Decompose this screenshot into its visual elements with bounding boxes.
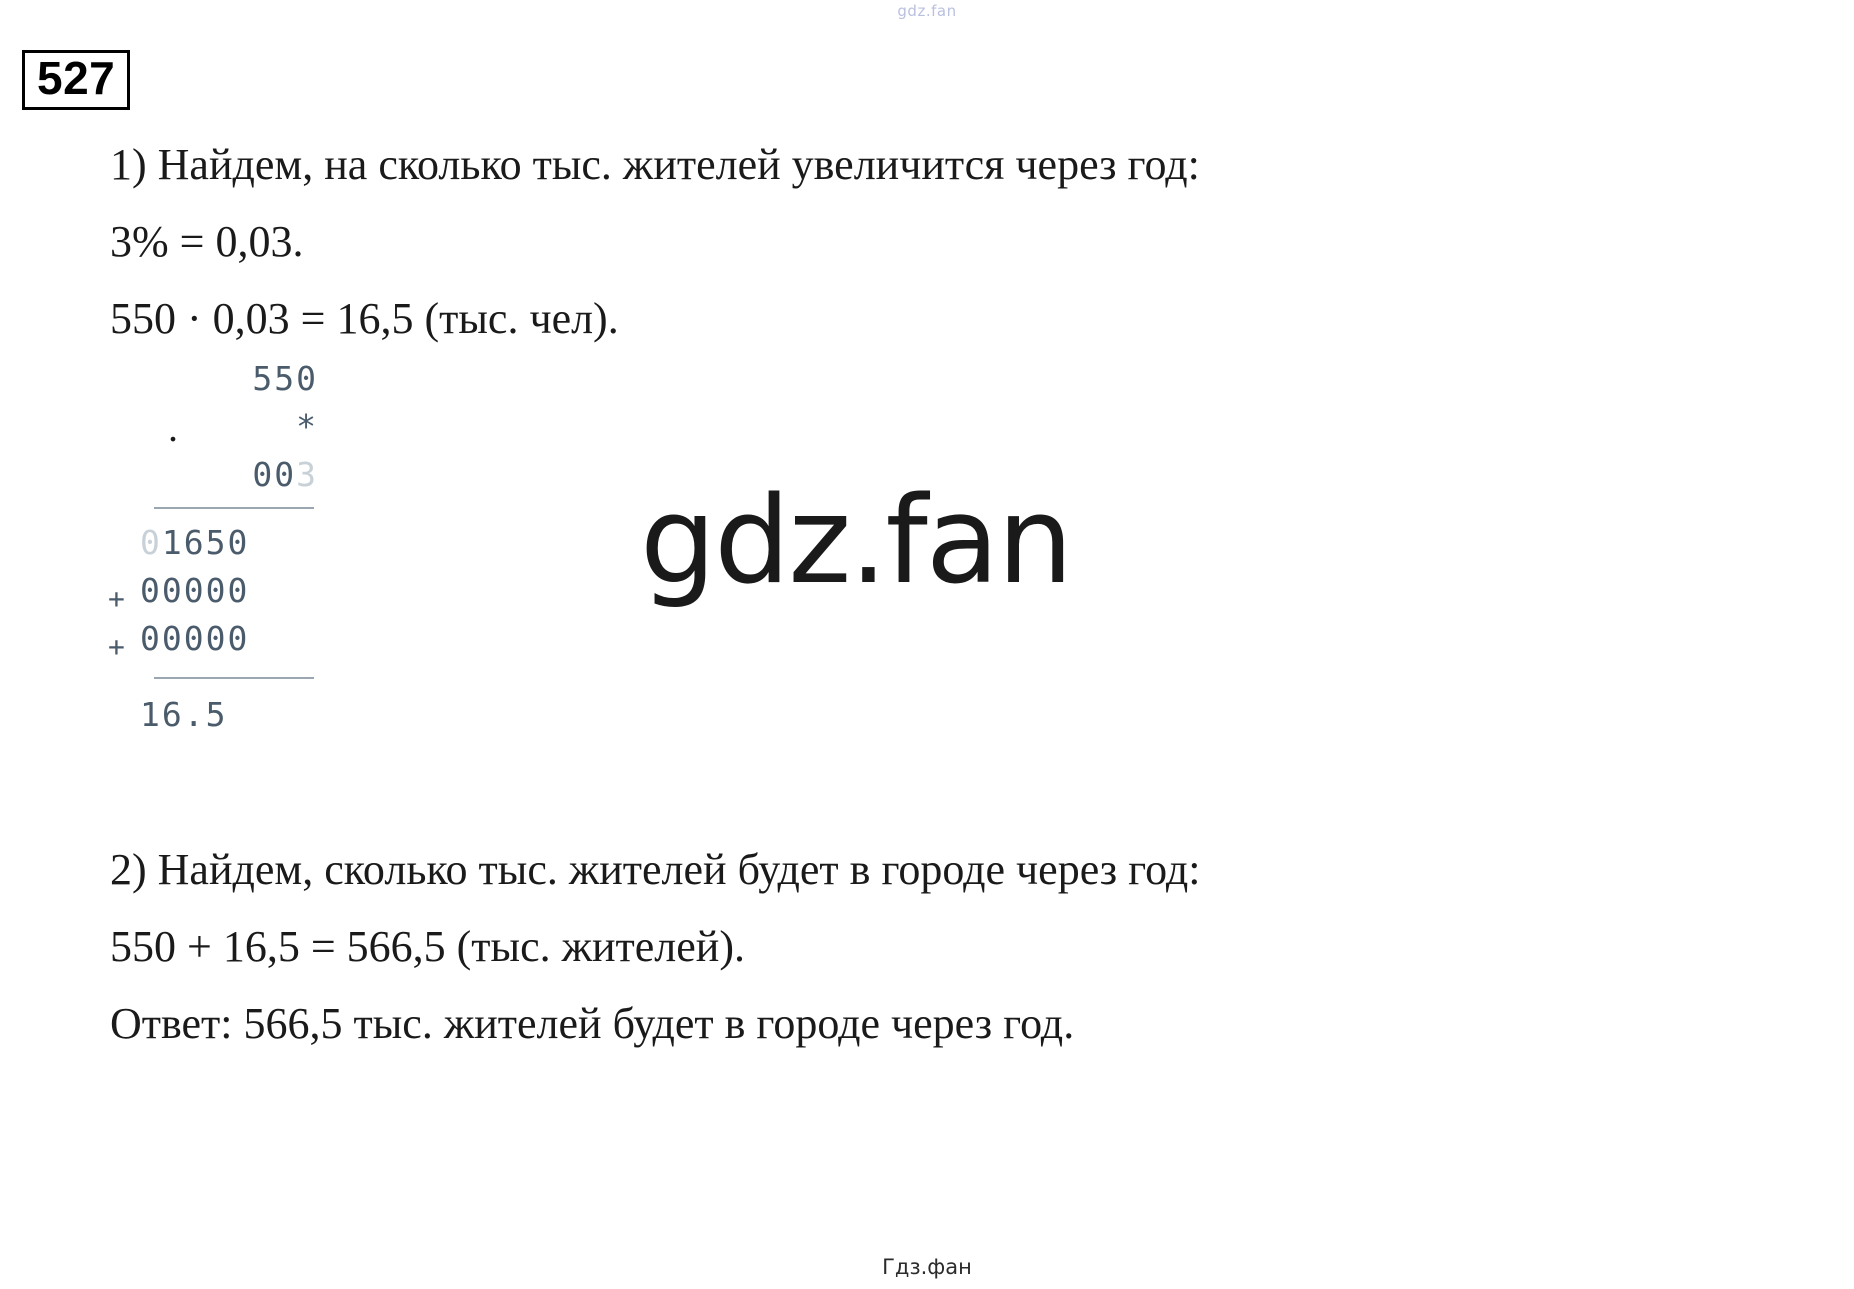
footer-watermark: Гдз.фан	[882, 1255, 972, 1279]
center-watermark: gdz.fan	[640, 472, 1072, 611]
operand-2-faded-digit: 3	[296, 455, 318, 494]
multiplication-divider-bottom	[154, 677, 314, 679]
partial-product-3	[108, 615, 318, 663]
task-number: 527	[22, 50, 130, 110]
solution-line-1: 1) Найдем, на сколько тыс. жителей увеличится через год:	[110, 140, 1200, 189]
answer-line: Ответ: 566,5 тыс. жителей будет в городе через год.	[110, 999, 1075, 1048]
solution-line-2: 3% = 0,03.	[110, 217, 304, 266]
multiplication-operator: *	[296, 407, 318, 446]
multiplication-operand-2	[140, 451, 318, 499]
partial-1-faded-digit: 0	[140, 523, 162, 562]
solution-line-5: 550 + 16,5 = 566,5 (тыс. жителей).	[110, 922, 745, 971]
multiplication-divider-top	[154, 507, 314, 509]
partial-3-digits: 00000	[140, 619, 250, 658]
top-watermark: gdz.fan	[897, 2, 957, 20]
plus-sign-1: +	[108, 582, 127, 615]
solution-line-3: 550 · 0,03 = 16,5 (тыс. чел).	[110, 294, 619, 343]
solution-line-4: 2) Найдем, сколько тыс. жителей будет в городе через год:	[110, 845, 1201, 894]
solution-part-2	[110, 831, 1760, 1062]
multiplication-result: 16.5	[140, 695, 228, 734]
solution-part-1	[110, 126, 1710, 357]
partial-1-digits: 1650	[161, 523, 250, 562]
partial-product-1	[140, 519, 318, 567]
partial-2-digits: 00000	[140, 571, 250, 610]
plus-sign-2: +	[108, 630, 127, 663]
long-multiplication-block	[108, 355, 318, 739]
partial-product-2	[108, 567, 318, 615]
multiplication-operand-1: 550	[252, 359, 318, 398]
trailing-period: .	[168, 405, 178, 450]
operand-2-digits: 00	[252, 455, 297, 494]
